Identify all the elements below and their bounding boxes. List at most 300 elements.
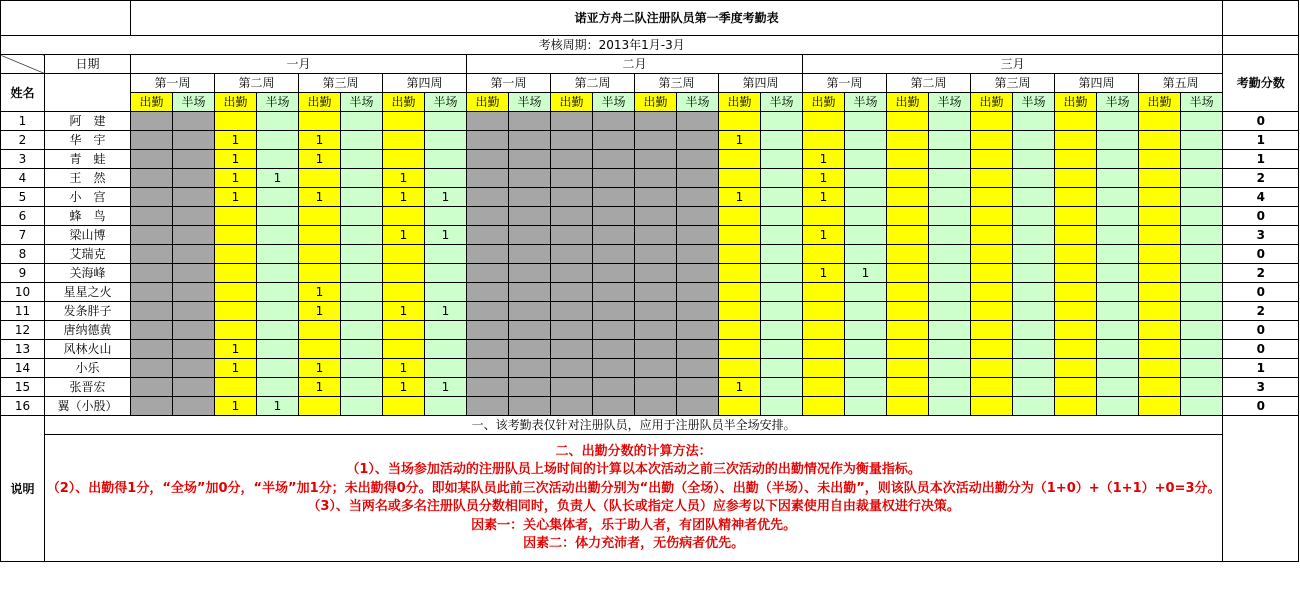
attendance-cell [1181, 207, 1223, 226]
attendance-cell [1097, 188, 1139, 207]
attendance-cell [299, 169, 341, 188]
member-score: 0 [1223, 283, 1299, 302]
attendance-cell [509, 340, 551, 359]
member-row [1, 226, 1299, 245]
half-subheader: 半场 [845, 93, 887, 112]
attendance-cell [761, 207, 803, 226]
attendance-cell [299, 226, 341, 245]
attendance-cell [929, 207, 971, 226]
present-subheader: 出勤 [635, 93, 677, 112]
attendance-cell [761, 188, 803, 207]
member-name: 蜂 鸟 [45, 207, 131, 226]
attendance-cell [1013, 302, 1055, 321]
member-name: 风林火山 [45, 340, 131, 359]
attendance-cell [635, 226, 677, 245]
attendance-cell [887, 207, 929, 226]
notes-line: 二、出勤分数的计算方法： [555, 443, 712, 459]
attendance-cell [1139, 321, 1181, 340]
half-subheader: 半场 [1097, 93, 1139, 112]
attendance-cell [1139, 131, 1181, 150]
attendance-cell [1139, 397, 1181, 416]
attendance-cell [131, 302, 173, 321]
attendance-cell [131, 397, 173, 416]
attendance-cell [551, 150, 593, 169]
member-name: 唐纳德黄 [45, 321, 131, 340]
attendance-cell [257, 188, 299, 207]
attendance-cell [887, 397, 929, 416]
score-header: 考勤分数 [1223, 55, 1299, 112]
attendance-mark: 1 [215, 150, 257, 169]
attendance-cell [1097, 245, 1139, 264]
attendance-mark: 1 [383, 226, 425, 245]
attendance-cell [845, 131, 887, 150]
attendance-cell [593, 207, 635, 226]
week-header: 第二周 [551, 74, 635, 93]
attendance-cell [635, 397, 677, 416]
attendance-cell [341, 264, 383, 283]
attendance-cell [1181, 226, 1223, 245]
attendance-cell [719, 397, 761, 416]
attendance-cell [677, 283, 719, 302]
attendance-cell [425, 321, 467, 340]
attendance-mark: 1 [383, 188, 425, 207]
attendance-cell [761, 112, 803, 131]
attendance-cell [509, 283, 551, 302]
attendance-cell [173, 340, 215, 359]
attendance-mark: 1 [803, 150, 845, 169]
attendance-cell [509, 397, 551, 416]
attendance-cell [761, 150, 803, 169]
attendance-cell [677, 359, 719, 378]
attendance-cell [719, 207, 761, 226]
attendance-cell [1013, 340, 1055, 359]
attendance-mark: 1 [425, 226, 467, 245]
attendance-cell [593, 245, 635, 264]
week-header: 第二周 [887, 74, 971, 93]
attendance-cell [1097, 302, 1139, 321]
half-subheader: 半场 [929, 93, 971, 112]
notes-line-1: 一、该考勤表仅针对注册队员，应用于注册队员半全场安排。 [45, 416, 1223, 435]
attendance-cell [845, 207, 887, 226]
attendance-mark: 1 [215, 340, 257, 359]
member-number: 12 [1, 321, 45, 340]
attendance-cell [1013, 397, 1055, 416]
attendance-cell [215, 226, 257, 245]
attendance-cell [1181, 302, 1223, 321]
attendance-cell [1139, 207, 1181, 226]
attendance-cell [1055, 378, 1097, 397]
attendance-cell [1097, 321, 1139, 340]
attendance-cell [341, 359, 383, 378]
present-subheader: 出勤 [215, 93, 257, 112]
attendance-cell [803, 359, 845, 378]
attendance-mark: 1 [803, 188, 845, 207]
attendance-cell [131, 321, 173, 340]
attendance-cell [173, 131, 215, 150]
attendance-cell [1097, 150, 1139, 169]
attendance-cell [677, 188, 719, 207]
attendance-cell [257, 264, 299, 283]
attendance-cell [635, 283, 677, 302]
attendance-cell [677, 226, 719, 245]
attendance-cell [677, 321, 719, 340]
attendance-cell [1139, 302, 1181, 321]
notes-line: （1）、当场参加活动的注册队员上场时间的计算以本次活动之前三次活动的出勤情况作为衡量指标。 [346, 462, 921, 477]
attendance-cell [1055, 397, 1097, 416]
attendance-cell [131, 359, 173, 378]
attendance-cell [131, 112, 173, 131]
member-score: 0 [1223, 112, 1299, 131]
attendance-cell [215, 283, 257, 302]
attendance-cell [215, 207, 257, 226]
attendance-cell [803, 302, 845, 321]
attendance-cell [677, 207, 719, 226]
attendance-cell [593, 131, 635, 150]
attendance-cell [467, 283, 509, 302]
attendance-cell [845, 359, 887, 378]
attendance-cell [803, 340, 845, 359]
attendance-cell [425, 245, 467, 264]
attendance-cell [1055, 340, 1097, 359]
attendance-cell [509, 112, 551, 131]
attendance-cell [1055, 226, 1097, 245]
attendance-cell [719, 359, 761, 378]
attendance-cell [635, 112, 677, 131]
attendance-cell [719, 340, 761, 359]
attendance-cell [1013, 226, 1055, 245]
attendance-cell [509, 245, 551, 264]
attendance-cell [593, 112, 635, 131]
attendance-cell [551, 131, 593, 150]
attendance-cell [1013, 378, 1055, 397]
attendance-cell [887, 131, 929, 150]
present-subheader: 出勤 [383, 93, 425, 112]
member-score: 0 [1223, 207, 1299, 226]
attendance-cell [551, 283, 593, 302]
attendance-cell [887, 321, 929, 340]
member-number: 8 [1, 245, 45, 264]
member-score: 4 [1223, 188, 1299, 207]
attendance-cell [719, 321, 761, 340]
attendance-cell [551, 112, 593, 131]
member-number: 10 [1, 283, 45, 302]
week-header: 第一周 [467, 74, 551, 93]
attendance-cell [803, 397, 845, 416]
attendance-cell [635, 302, 677, 321]
week-header: 第五周 [1139, 74, 1223, 93]
attendance-cell [845, 112, 887, 131]
attendance-cell [341, 245, 383, 264]
attendance-cell [1013, 131, 1055, 150]
notes-line: 因素二：体力充沛者，无伤病者优先。 [523, 536, 745, 551]
attendance-cell [341, 150, 383, 169]
member-score: 0 [1223, 321, 1299, 340]
attendance-cell [845, 397, 887, 416]
attendance-cell [1055, 283, 1097, 302]
attendance-cell [593, 226, 635, 245]
attendance-mark: 1 [803, 264, 845, 283]
attendance-mark: 1 [719, 188, 761, 207]
week-header: 第四周 [383, 74, 467, 93]
attendance-cell [341, 283, 383, 302]
member-score: 3 [1223, 226, 1299, 245]
attendance-cell [131, 378, 173, 397]
attendance-cell [635, 264, 677, 283]
attendance-cell [1139, 340, 1181, 359]
attendance-cell [1139, 150, 1181, 169]
attendance-cell [341, 397, 383, 416]
attendance-cell [1139, 169, 1181, 188]
half-subheader: 半场 [257, 93, 299, 112]
attendance-cell [257, 150, 299, 169]
week-header: 第四周 [719, 74, 803, 93]
attendance-cell [173, 283, 215, 302]
attendance-cell [1097, 283, 1139, 302]
attendance-cell [971, 207, 1013, 226]
attendance-cell [1097, 226, 1139, 245]
week-header: 第一周 [803, 74, 887, 93]
member-number: 14 [1, 359, 45, 378]
attendance-cell [761, 226, 803, 245]
member-number: 6 [1, 207, 45, 226]
member-score: 0 [1223, 245, 1299, 264]
member-row [1, 397, 1299, 416]
attendance-mark: 1 [299, 188, 341, 207]
attendance-cell [635, 131, 677, 150]
attendance-cell [425, 131, 467, 150]
present-subheader: 出勤 [467, 93, 509, 112]
attendance-mark: 1 [299, 378, 341, 397]
attendance-cell [341, 188, 383, 207]
attendance-mark: 1 [803, 169, 845, 188]
attendance-mark: 1 [383, 302, 425, 321]
attendance-cell [341, 302, 383, 321]
attendance-cell [635, 378, 677, 397]
attendance-cell [971, 188, 1013, 207]
attendance-cell [593, 283, 635, 302]
present-subheader: 出勤 [131, 93, 173, 112]
attendance-cell [1055, 188, 1097, 207]
member-score: 3 [1223, 378, 1299, 397]
attendance-cell [593, 378, 635, 397]
present-subheader: 出勤 [299, 93, 341, 112]
attendance-cell [1097, 264, 1139, 283]
attendance-mark: 1 [299, 150, 341, 169]
attendance-cell [1013, 283, 1055, 302]
attendance-cell [467, 188, 509, 207]
attendance-cell [131, 131, 173, 150]
member-row [1, 264, 1299, 283]
attendance-cell [635, 188, 677, 207]
month-header: 三月 [803, 55, 1223, 74]
attendance-cell [173, 112, 215, 131]
attendance-cell [425, 207, 467, 226]
attendance-mark: 1 [215, 131, 257, 150]
attendance-cell [761, 302, 803, 321]
attendance-cell [929, 283, 971, 302]
attendance-cell [1139, 359, 1181, 378]
attendance-cell [1055, 302, 1097, 321]
attendance-cell [1181, 112, 1223, 131]
blank-cell [45, 74, 131, 112]
half-subheader: 半场 [1013, 93, 1055, 112]
attendance-cell [1181, 131, 1223, 150]
attendance-cell [341, 321, 383, 340]
attendance-cell [1013, 321, 1055, 340]
attendance-cell [383, 207, 425, 226]
attendance-cell [803, 378, 845, 397]
attendance-cell [1181, 340, 1223, 359]
attendance-cell [593, 264, 635, 283]
attendance-cell [551, 359, 593, 378]
attendance-cell [131, 150, 173, 169]
attendance-cell [803, 112, 845, 131]
attendance-cell [1055, 245, 1097, 264]
attendance-cell [635, 359, 677, 378]
present-subheader: 出勤 [971, 93, 1013, 112]
attendance-cell [257, 112, 299, 131]
attendance-cell [971, 359, 1013, 378]
corner-blank [1, 1, 131, 36]
member-row [1, 131, 1299, 150]
attendance-mark: 1 [383, 169, 425, 188]
attendance-cell [1013, 150, 1055, 169]
attendance-cell [929, 131, 971, 150]
notes-line: （2）、出勤得1分，“全场”加0分，“半场”加1分；未出勤得0分。即如某队员此前三次活动出勤分别为“出勤（全场）、出勤（半场）、未出勤”，则该队员本次活动出勤分为（1+0）+（1+1）+0=3分。 [46, 480, 1221, 496]
attendance-cell [1055, 169, 1097, 188]
attendance-cell [887, 359, 929, 378]
attendance-mark: 1 [299, 131, 341, 150]
member-row [1, 340, 1299, 359]
attendance-cell [887, 112, 929, 131]
attendance-cell [1181, 397, 1223, 416]
attendance-cell [551, 245, 593, 264]
present-subheader: 出勤 [887, 93, 929, 112]
attendance-mark: 1 [383, 378, 425, 397]
member-name: 青 蛙 [45, 150, 131, 169]
member-number: 13 [1, 340, 45, 359]
member-row [1, 359, 1299, 378]
attendance-cell [215, 378, 257, 397]
attendance-cell [887, 188, 929, 207]
attendance-cell [803, 131, 845, 150]
attendance-cell [887, 264, 929, 283]
attendance-cell [887, 226, 929, 245]
attendance-cell [635, 207, 677, 226]
attendance-cell [299, 340, 341, 359]
half-subheader: 半场 [509, 93, 551, 112]
notes-label: 说明 [1, 416, 45, 562]
attendance-cell [257, 226, 299, 245]
attendance-mark: 1 [299, 359, 341, 378]
half-subheader: 半场 [677, 93, 719, 112]
attendance-cell [1055, 150, 1097, 169]
attendance-cell [1181, 150, 1223, 169]
attendance-cell [635, 245, 677, 264]
attendance-cell [551, 169, 593, 188]
attendance-cell [1097, 112, 1139, 131]
attendance-cell [551, 207, 593, 226]
attendance-cell [1097, 397, 1139, 416]
attendance-cell [509, 207, 551, 226]
attendance-cell [1181, 321, 1223, 340]
date-header: 日期 [45, 55, 131, 74]
diagonal-header-cell [1, 55, 45, 74]
attendance-cell [257, 378, 299, 397]
attendance-cell [719, 264, 761, 283]
attendance-cell [257, 245, 299, 264]
period-label: 考核周期：2013年1月-3月 [1, 36, 1223, 55]
attendance-cell [1139, 264, 1181, 283]
attendance-cell [173, 264, 215, 283]
attendance-cell [971, 112, 1013, 131]
member-row [1, 169, 1299, 188]
member-row [1, 245, 1299, 264]
attendance-cell [677, 150, 719, 169]
attendance-cell [845, 226, 887, 245]
attendance-cell [803, 245, 845, 264]
attendance-cell [971, 302, 1013, 321]
member-number: 15 [1, 378, 45, 397]
attendance-cell [1055, 131, 1097, 150]
attendance-cell [299, 397, 341, 416]
attendance-cell [929, 340, 971, 359]
attendance-cell [1181, 188, 1223, 207]
attendance-cell [131, 207, 173, 226]
attendance-mark: 1 [257, 169, 299, 188]
member-number: 4 [1, 169, 45, 188]
attendance-cell [1055, 359, 1097, 378]
attendance-cell [257, 340, 299, 359]
attendance-cell [929, 226, 971, 245]
attendance-cell [761, 245, 803, 264]
attendance-cell [971, 378, 1013, 397]
attendance-cell [761, 169, 803, 188]
member-name: 翼（小殷） [45, 397, 131, 416]
attendance-cell [971, 397, 1013, 416]
member-number: 9 [1, 264, 45, 283]
notes-body [45, 435, 1223, 562]
attendance-mark: 1 [215, 359, 257, 378]
attendance-cell [761, 397, 803, 416]
half-subheader: 半场 [761, 93, 803, 112]
attendance-cell [257, 207, 299, 226]
member-row [1, 283, 1299, 302]
attendance-cell [215, 264, 257, 283]
attendance-cell [593, 359, 635, 378]
attendance-cell [1139, 245, 1181, 264]
member-score: 0 [1223, 340, 1299, 359]
attendance-mark: 1 [719, 131, 761, 150]
attendance-cell [845, 169, 887, 188]
attendance-cell [1181, 359, 1223, 378]
attendance-cell [173, 321, 215, 340]
member-name: 发条胖子 [45, 302, 131, 321]
attendance-cell [761, 321, 803, 340]
attendance-cell [509, 188, 551, 207]
attendance-cell [719, 302, 761, 321]
attendance-cell [1097, 359, 1139, 378]
notes-line: （3）、当两名或多名注册队员分数相同时，负责人（队长或指定人员）应参考以下因素使用自由裁量权进行决策。 [307, 499, 960, 514]
attendance-cell [299, 264, 341, 283]
attendance-cell [719, 169, 761, 188]
attendance-cell [845, 378, 887, 397]
attendance-cell [131, 245, 173, 264]
member-number: 11 [1, 302, 45, 321]
attendance-cell [467, 397, 509, 416]
member-number: 5 [1, 188, 45, 207]
member-name: 张晋宏 [45, 378, 131, 397]
